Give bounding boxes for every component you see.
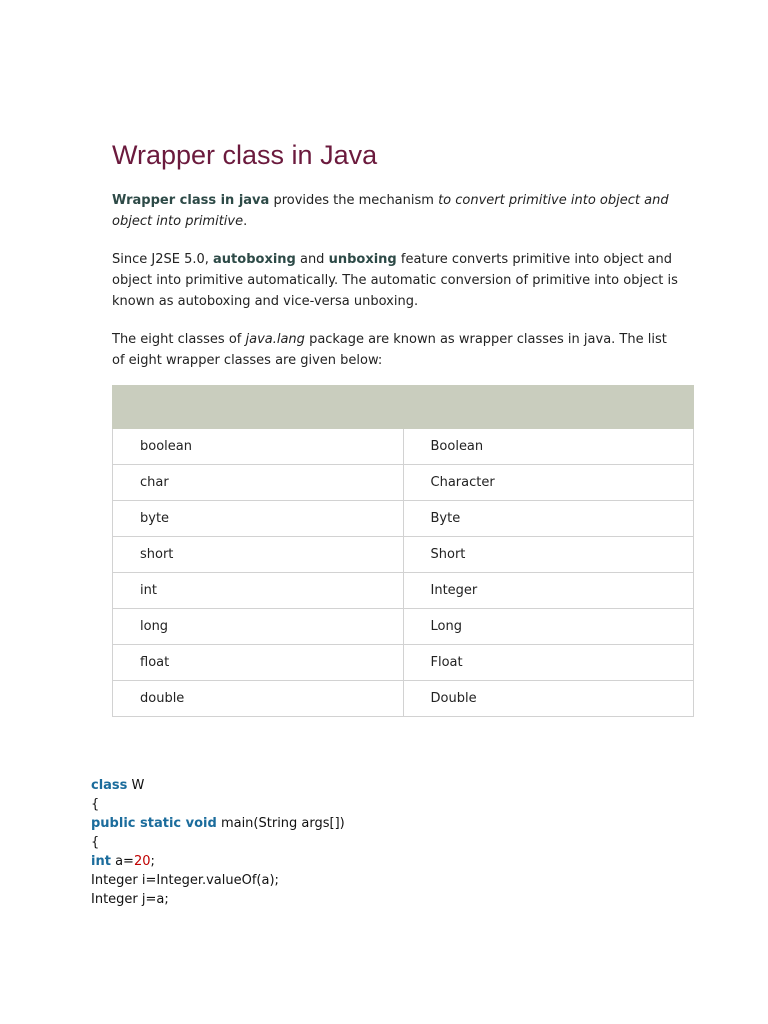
table-row bbox=[113, 429, 694, 465]
autoboxing-text-2: and bbox=[295, 252, 329, 267]
wrapper-cell: Character bbox=[403, 465, 694, 501]
wrapper-cell: Short bbox=[403, 537, 694, 573]
intro-keyword: Wrapper class in java bbox=[112, 193, 270, 208]
table-row bbox=[113, 645, 694, 681]
primitive-cell: char bbox=[113, 465, 404, 501]
wrapper-cell: Float bbox=[403, 645, 694, 681]
code-keyword: int bbox=[91, 854, 111, 869]
primitive-cell: short bbox=[113, 537, 404, 573]
code-keyword: class bbox=[91, 778, 128, 793]
wrapper-text-2: package are known as wrapper classes in java. The list of eight wrapper classes are given below: bbox=[112, 332, 667, 368]
primitive-cell: boolean bbox=[113, 429, 404, 465]
page-title: Wrapper class in Java bbox=[112, 140, 378, 170]
wrapper-class-table bbox=[112, 385, 694, 717]
intro-end: . bbox=[243, 214, 248, 229]
code-text: { bbox=[91, 835, 100, 850]
code-line bbox=[91, 776, 345, 795]
autoboxing-text-3: feature converts primitive into object and object into primitive automatically. The automatic conversion of primitive into object is known as autoboxing and vice-versa unboxing. bbox=[112, 252, 678, 309]
autoboxing-text-1: Since J2SE 5.0, bbox=[112, 252, 214, 267]
primitive-cell: long bbox=[113, 609, 404, 645]
code-line bbox=[91, 890, 345, 909]
code-text: W bbox=[127, 778, 145, 793]
code-line bbox=[91, 852, 345, 871]
code-text: ; bbox=[150, 854, 155, 869]
code-text: Integer j=a; bbox=[91, 892, 169, 907]
wrapper-classes-paragraph bbox=[112, 329, 682, 371]
wrapper-text-1: The eight classes of bbox=[112, 332, 246, 347]
table-header-primitive bbox=[113, 386, 404, 429]
code-line bbox=[91, 795, 345, 814]
table-row bbox=[113, 537, 694, 573]
code-line bbox=[91, 814, 345, 833]
primitive-cell: int bbox=[113, 573, 404, 609]
wrapper-cell: Double bbox=[403, 681, 694, 717]
primitive-cell: float bbox=[113, 645, 404, 681]
table-row bbox=[113, 573, 694, 609]
code-text: Integer i=Integer.valueOf(a); bbox=[91, 873, 279, 888]
wrapper-cell: Long bbox=[403, 609, 694, 645]
table-header-row bbox=[113, 386, 694, 429]
unboxing-keyword: unboxing bbox=[328, 252, 397, 267]
code-text: main(String args[]) bbox=[216, 816, 345, 831]
table-header-wrapper bbox=[403, 386, 694, 429]
code-block bbox=[91, 776, 345, 909]
code-text: { bbox=[91, 797, 100, 812]
table-row bbox=[113, 681, 694, 717]
table-row bbox=[113, 465, 694, 501]
code-line bbox=[91, 833, 345, 852]
wrapper-cell: Integer bbox=[403, 573, 694, 609]
primitive-cell: byte bbox=[113, 501, 404, 537]
code-keyword: public static void bbox=[91, 816, 217, 831]
java-lang-emphasis: java.lang bbox=[245, 332, 305, 347]
code-text: a= bbox=[110, 854, 134, 869]
table-row bbox=[113, 609, 694, 645]
wrapper-cell: Byte bbox=[403, 501, 694, 537]
primitive-cell: double bbox=[113, 681, 404, 717]
intro-text: provides the mechanism bbox=[269, 193, 439, 208]
intro-emphasis: to convert primitive into object and object into primitive bbox=[112, 193, 669, 229]
wrapper-table-container bbox=[112, 385, 694, 717]
autoboxing-keyword: autoboxing bbox=[213, 252, 296, 267]
autoboxing-paragraph bbox=[112, 249, 682, 312]
code-number: 20 bbox=[133, 854, 151, 869]
code-line bbox=[91, 871, 345, 890]
table-row bbox=[113, 501, 694, 537]
intro-paragraph bbox=[112, 190, 682, 232]
wrapper-cell: Boolean bbox=[403, 429, 694, 465]
